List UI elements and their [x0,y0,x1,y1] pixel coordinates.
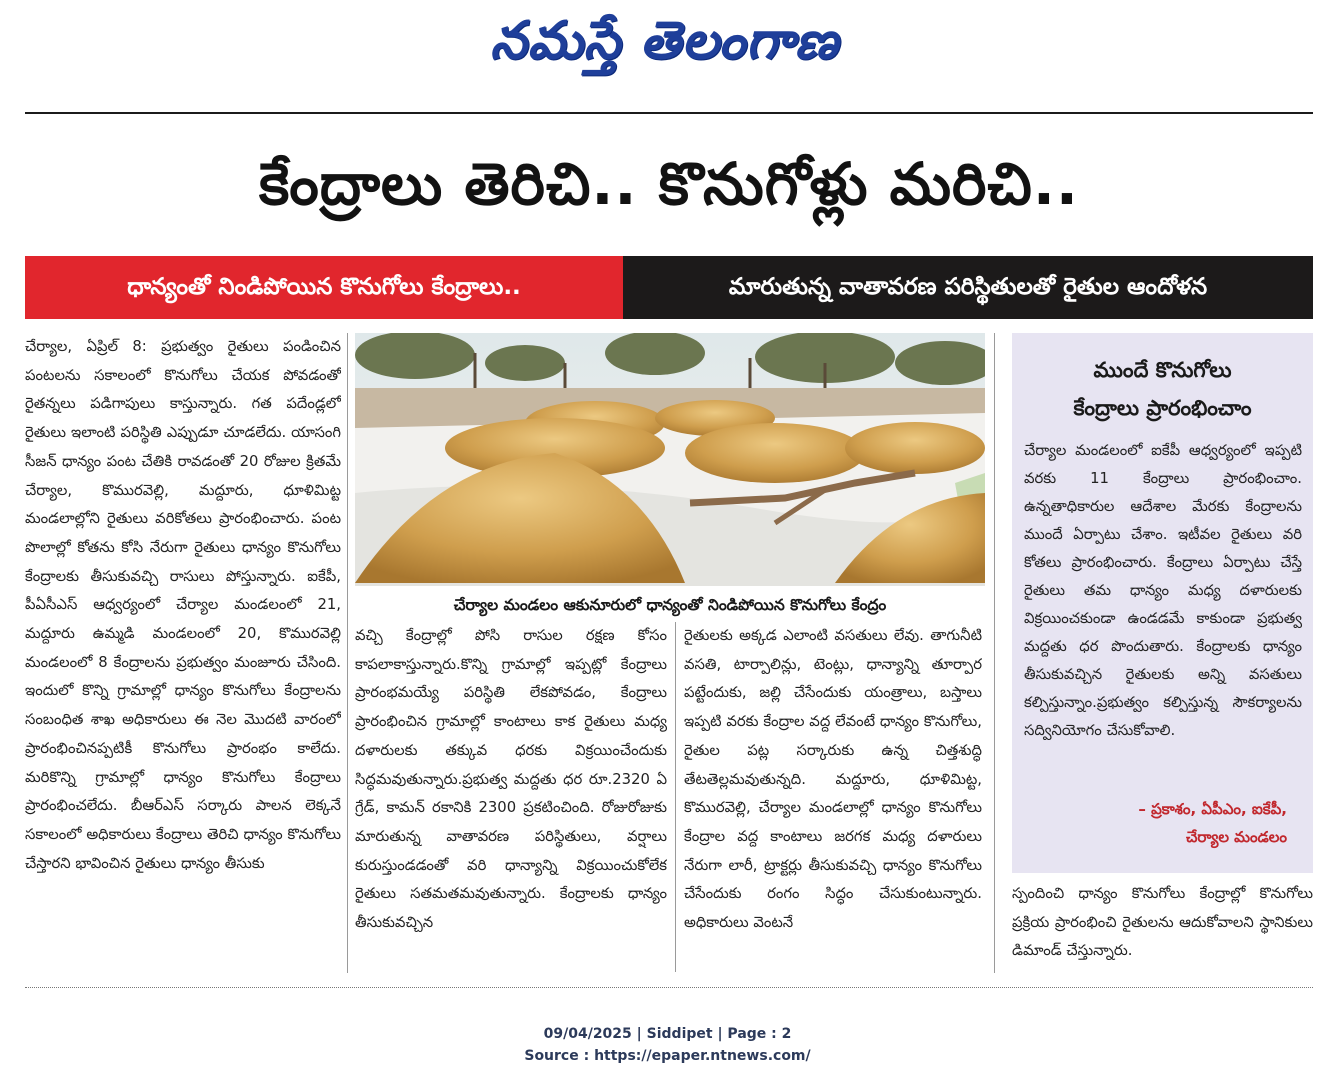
quote-box-body: చేర్యాల మండలంలో ఐకేపీ ఆధ్వర్యంలో ఇప్పటి వరకు 11 కేంద్రాలు ప్రారంభించాం. ఉన్నతాధికారుల ఆదేశాల మేరకు కేంద్రాలను ముందే ఏర్పాటు చేశాం. ఇటీవల రైతులు వరి కోతలు ప్రారంభించారు. కేంద్రాలు ఏర్పాటు చేస్తే రైతులు తమ ధాన్యం మధ్య దళారులకు విక్రయించకుండా ఉండడమే కాకుండా ప్రభుత్వ మద్దతు ధర పొందుతారు. కేంద్రాలకు ధాన్యం తీసుకువచ్చిన రైతులకు అన్ని వసతులు కల్పిస్తున్నాం.ప్రభుత్వం కల్పిస్తున్న సౌకర్యాలను సద్వినియోగం చేసుకోవాలి. [1024,442,1302,739]
footer-source: Source : https://epaper.ntnews.com/ [524,1048,811,1064]
quote-attribution-line-1: – ప్రకాశం, ఏపీఎం, ఐకేపీ, [1138,800,1287,818]
quote-box-title-line-2: కేంద్రాలు ప్రారంభించాం [1073,396,1252,420]
quote-box-title [1012,351,1313,427]
masthead [0,8,1335,74]
quote-attribution [1138,795,1287,851]
article-text: రైతులకు అక్కడ ఎలాంటి వసతులు లేవు. తాగునీటి వసతి, టార్పాలిన్లు, టెంట్లు, ధాన్యాన్ని తూర్పార పట్టేందుకు, జల్లి చేసేందుకు యంత్రాలు, బస్తాలు ఇప్పటి వరకు కేంద్రాల వద్ద లేవంటే ధాన్యం కొనుగోలు, రైతుల పట్ల సర్కారుకు ఉన్న చిత్తశుద్ధి తేటతెల్లమవుతున్నది. మద్దూరు, ధూళిమిట్ట, కొమురవెల్లి, చేర్యాల మండలాల్లో ధాన్యం కొనుగోలు కేంద్రాల వద్ద కాంటాలు జరగక మధ్య దళారులు నేరుగా లారీ, ట్రాక్టర్లు తీసుకువచ్చి ధాన్యం కొనుగోలు చేసేందుకు రంగం సిద్ధం చేసుకుంటున్నారు. అధికారులు వెంటనే [684,627,982,932]
quote-box [1012,333,1313,873]
article-column-2 [355,622,667,972]
top-rule [25,112,1313,114]
subheadline-left: ధాన్యంతో నిండిపోయిన కొనుగోలు కేంద్రాలు.. [25,256,623,319]
quote-attribution-line-2: చేర్యాల మండలం [1186,828,1287,846]
quote-box-title-line-1: ముందే కొనుగోలు [1093,358,1232,382]
article-column-3 [684,622,982,972]
headline: కేంద్రాలు తెరిచి.. కొనుగోళ్లు మరిచి.. [259,150,1079,218]
article-text: చేర్యాల, ఏప్రిల్ 8: ప్రభుత్వం రైతులు పండించిన పంటలను సకాలంలో కొనుగోలు చేయక పోవడంతో రైతన్నలు పడిగాపులు కాస్తున్నారు. గత పదేండ్లలో రైతులు ఇలాంటి పరిస్థితి ఎప్పుడూ చూడలేదు. యాసంగి సీజన్ ధాన్యం పంట చేతికి రావడంతో 20 రోజుల క్రితమే చేర్యాల, కొమురవెల్లి, మద్దూరు, ధూళిమిట్ట మండలాల్లోని రైతులు వరికోతలు ప్రారంభించారు. పంట పొలాల్లో కోతను కోసి నేరుగా రైతులు ధాన్యం కొనుగోలు కేంద్రాలకు తీసుకువచ్చి రాసులు పోస్తున్నారు. ఐకేపీ, పీఏసీఎస్ ఆధ్వర్యంలో చేర్యాల మండలంలో 21, మద్దూరు ఉమ్మడి మండలంలో 20, కొమురవెల్లి మండలంలో 8 కేంద్రాలను ప్రభుత్వం మంజూరు చేసింది. ఇందులో కొన్ని గ్రామాల్లో ధాన్యం కొనుగోలు కేంద్రాలను సంబంధిత శాఖ అధికారులు ఈ నెల మొదటి వారంలో ప్రారంభించినప్పటికీ కొనుగోలు ప్రారంభం కాలేదు. మరికొన్ని గ్రామాల్లో ధాన్యం కొనుగోలు కేంద్రాలు ప్రారంభించలేదు. బీఆర్ఎస్ సర్కారు పాలన లెక్కనే సకాలంలో అధికారులు కేంద్రాలు తెరిచి ధాన్యం కొనుగోలు చేస్తారని భావించిన రైతులు ధాన్యం తీసుకు [25,338,341,872]
footer-rule [25,987,1313,988]
masthead-logo: నమస్తే తెలంగాణ [490,10,839,71]
column-divider [675,622,676,972]
footer-meta: 09/04/2025 | Siddipet | Page : 2 [543,1026,792,1042]
grain-heaps-photo [355,333,985,586]
column-divider [347,333,348,973]
column-divider [994,333,995,973]
subheadline-right: మారుతున్న వాతావరణ పరిస్థితులతో రైతుల ఆందోళన [623,256,1313,319]
article-text: వచ్చి కేంద్రాల్లో పోసి రాసుల రక్షణ కోసం కాపలాకాస్తున్నారు.కొన్ని గ్రామాల్లో ఇప్పట్లో కేంద్రాలు ప్రారంభమయ్యే పరిస్థితి లేకపోవడం, కేంద్రాలు ప్రారంభించిన గ్రామాల్లో కాంటాలు కాక రైతులు మధ్య దళారులకు తక్కువ ధరకు విక్రయించేందుకు సిద్ధమవుతున్నారు.ప్రభుత్వ మద్దతు ధర రూ.2320 ఏ గ్రేడ్, కామన్ రకానికి 2300 ప్రకటించింది. రోజురోజుకు మారుతున్న వాతావరణ పరిస్థితులు, వర్షాలు కురుస్తుండడంతో వరి ధాన్యాన్ని విక్రయించుకోలేక రైతులు సతమతమవుతున్నారు. కేంద్రాలకు ధాన్యం తీసుకువచ్చిన [355,627,667,932]
photo-caption: చేర్యాల మండలం ఆకునూరులో ధాన్యంతో నిండిపోయిన కొనుగోలు కేంద్రం [453,596,887,614]
article-tail: స్పందించి ధాన్యం కొనుగోలు కేంద్రాల్లో కొనుగోలు ప్రక్రియ ప్రారంభించి రైతులను ఆదుకోవాలని స్థానికులు డిమాండ్ చేస్తున్నారు. [1012,885,1313,960]
article-column-1 [25,333,341,973]
